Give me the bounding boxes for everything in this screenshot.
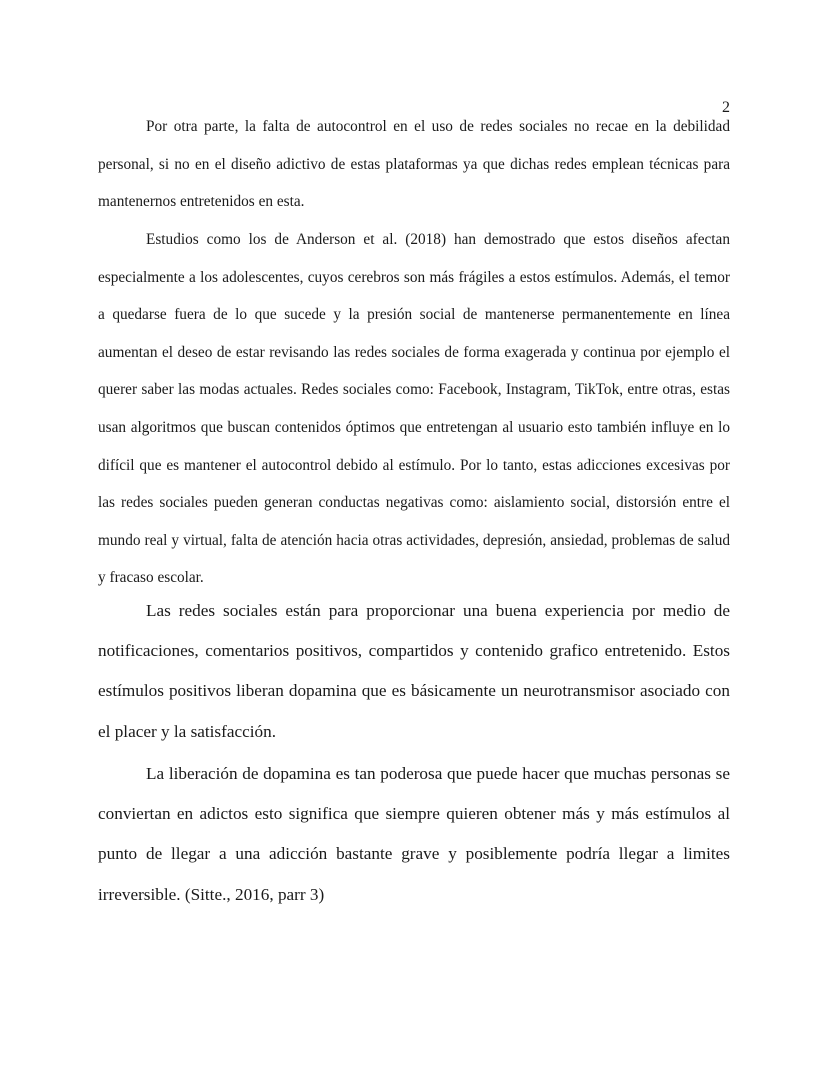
paragraph-autocontrol: Por otra parte, la falta de autocontrol en el uso de redes sociales no recae en la debilidad personal, si no en el diseño adictivo de estas plataformas ya que dichas redes emplean técnicas para mantenernos entretenidos en esta.	[98, 118, 730, 211]
paragraph-experiencia: Las redes sociales están para proporcionar una buena experiencia por medio de notificaciones, comentarios positivos, compartidos y contenido grafico entretenido. Estos estímulos positivos liberan dopamina que es básicamente un neurotransmisor asociado con el placer y la satisfacción.	[98, 601, 730, 741]
paragraph-dopamina: La liberación de dopamina es tan poderosa que puede hacer que muchas personas se conviertan en adictos esto significa que siempre quieren obtener más y más estímulos al punto de llegar a una adicción bastante grave y posiblemente podría llegar a limites irreversible. (Sitte., 2016, parr 3)	[98, 764, 730, 904]
page-number: 2	[722, 99, 730, 116]
paragraph-estudios: Estudios como los de Anderson et al. (2018) han demostrado que estos diseños afectan especialmente a los adolescentes, cuyos cerebros son más frágiles a estos estímulos. Además, el temor a quedarse fuera de lo que sucede y la presión social de mantenerse permanentemente en línea aumentan el deseo de estar revisando las redes sociales de forma exagerada y continua por ejemplo el querer saber las modas actuales. Redes sociales como: Facebook, Instagram, TikTok, entre otras, estas usan algoritmos que buscan contenidos óptimos que entretengan al usuario esto también influye en lo difícil que es mantener el autocontrol debido al estímulo. Por lo tanto, estas adicciones excesivas por las redes sociales pueden generan conductas negativas como: aislamiento social, distorsión entre el mundo real y virtual, falta de atención hacia otras actividades, depresión, ansiedad, problemas de salud y fracaso escolar.	[98, 231, 730, 587]
